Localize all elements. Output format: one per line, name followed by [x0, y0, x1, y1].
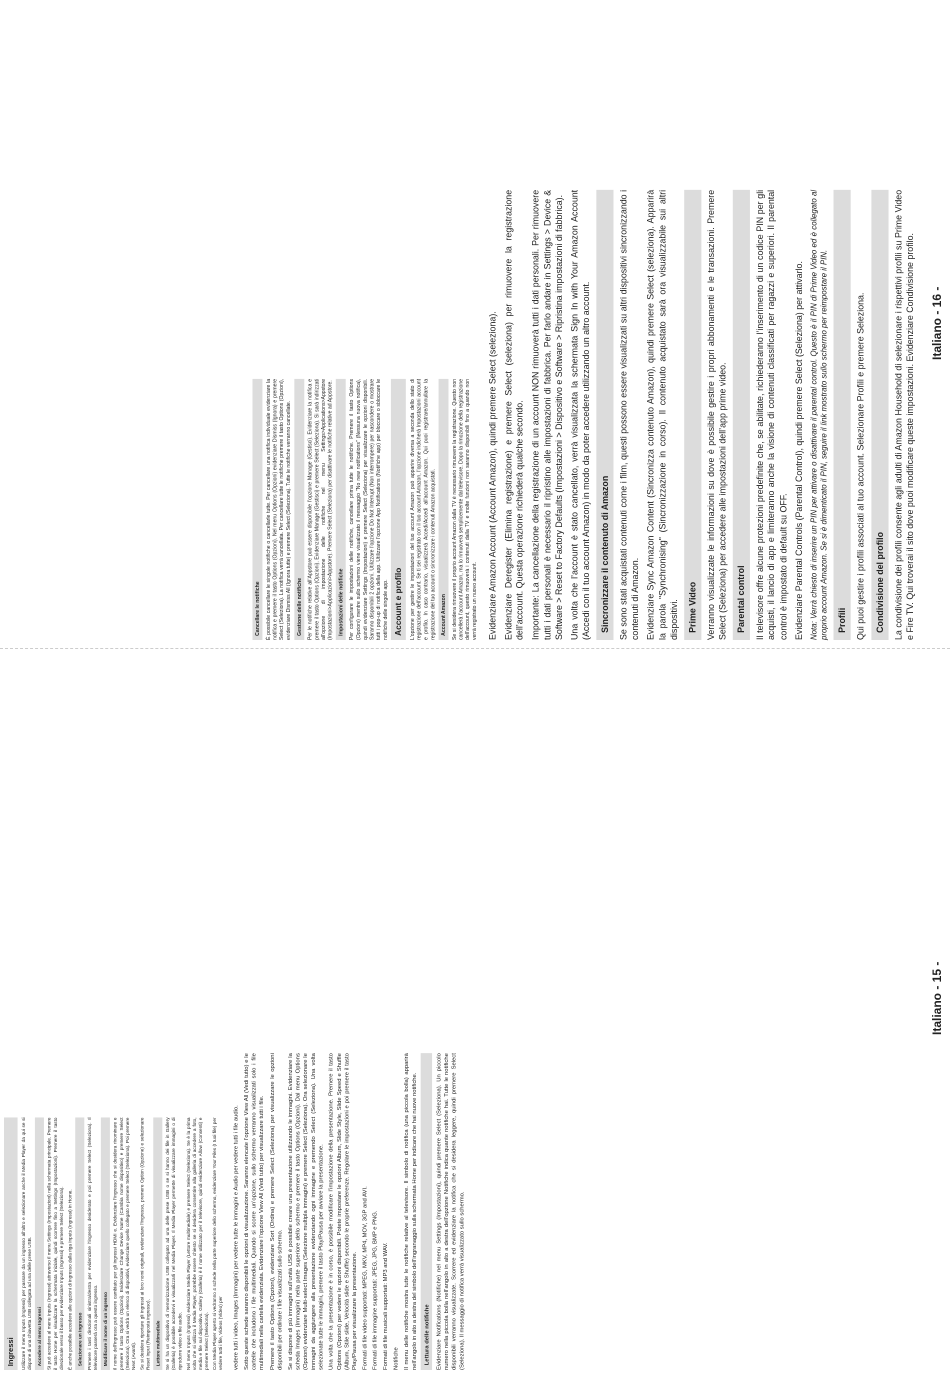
section-heading: Ingressi — [4, 1117, 18, 1370]
body-paragraph: Verranno visualizzate le informazioni su dove è possibile gestire i propri abbonamenti e le transazioni. Premere Select (Seleziona) per accedere alle impostazioni dell’app prime video. — [706, 189, 728, 640]
page-number-right: Italiano - 16 - — [930, 286, 944, 360]
subsection-heading: Lettura delle notifiche — [421, 1053, 432, 1370]
body-paragraph: Evidenziare Parental Controls (Parental Control), quindi premere Select (Seleziona) per attivarlo. — [793, 261, 804, 640]
subsection-heading: Account Amazon — [438, 379, 448, 640]
body-paragraph: Il nome dell’ingresso può essere cambiato per gli ingressi HDMI e. Evidenziare l’ingresso che si desidera rinominare e premere il tasto Options (Opzioni). Evidenziare Change Device Name (Cambia nome dispositivo) e premere Select (Seleziona). Ora si vedrà un elenco di dispositivi, evidenziare quello collegato e premere Select (Seleziona). Poi premere Next (Avanti). — [112, 1117, 137, 1370]
left-page-column-bottom — [4, 1117, 226, 1370]
subsection-heading: Gestione delle notifiche — [294, 379, 304, 640]
right-page-column-bottom — [250, 379, 480, 640]
body-paragraph: Formati di file video supportati: MPEG, MKV, MP4, MOV, 3GP and AVI. — [361, 1186, 368, 1370]
subsection-heading: Selezionare un ingresso — [75, 1117, 84, 1370]
subsection-heading: Condivisione del profilo — [871, 190, 888, 640]
body-paragraph: Notifiche — [392, 1347, 400, 1370]
subsection-heading: Impostazioni delle notifiche — [336, 379, 346, 640]
body-paragraph: Sotto queste schede saranno disponibili le opzioni di visualizzazione. Saranno elencate l’opzione View All (Vedi tutto) e le cartelle che includono i file multimediali. Quando si scorre un’opzione, sullo schermo verranno visualizzati solo i file multimediali nella cartella evidenziata. Evidenziare l’opzione View All (Vedi tutto) per visualizzare tutti i file. — [242, 1053, 265, 1370]
body-paragraph: Il menu delle notifiche mostra tutte le notifiche relative al televisore. Il simbolo di notifica (una piccola bolla) apparirà nell’angolo in alto a destra del simbolo dell’ingranaggio sulla schermata Home per indicare che hai nuove notifiche. — [402, 1053, 418, 1370]
body-paragraph: Il televisore offre alcune protezioni predefinite che, se abilitate, richiederanno l’inserimento di un codice PIN per gli acquisti, il lancio di app e limiteranno anche la visione di contenuti classificati per ragazzi e superiori. Il parental control è impostato di default su OFF. — [755, 189, 789, 640]
body-paragraph: Evidenziare Notifications (Notifiche) nel menu Settings (Impostazioni), quindi premere Select (Seleziona). Un piccolo numero nella piccola bolla nell’angolo in alto a destra dell’opzione Notifiche indica quante notifiche hai. Tutte le notifiche disponibili verranno visualizzate. Scorrere ed evidenziare la notifica che si desidera leggere, quindi premere Select (Seleziona). Il messaggio di notifica verrà visualizzato sullo schermo. — [435, 1053, 465, 1370]
body-paragraph: Formati di file musicali supportati: MP3 and WAV. — [381, 1242, 389, 1370]
subsection-heading: Accedere al menu Ingressi — [35, 1117, 44, 1370]
body-paragraph: Se si ha un dispositivo di memorizzazione USB collegato ad una delle prese USB o se si hanno dei file in Gallery (Galleria) è possibile accedervi e visualizzarli nel Media Player. Il Media Player permette di visualizzare immagini o di riprodurre video e file audio. — [165, 1117, 183, 1370]
body-paragraph: L’opzione per gestire le impostazioni del tuo account Amazon può apparire diversa a seconda dello stato di registrazione dell’account. Se ti sei registrato con il tuo account Amazon, l’opzione indicherà Impostazioni account e profilo. In caso contrario, visualizzerà Accedi/Accedi all’account Amazon. Qui puoi registrare/annullare la registrazione del tuo account o sincronizzare i contenuti Amazon acquistati. — [409, 378, 436, 640]
body-paragraph: Formati di file immagine supportati: JPEG, JPG, BMP e PNG. — [371, 1210, 379, 1370]
page-fold-divider — [0, 648, 950, 649]
subsection-heading: Prime Video — [684, 190, 701, 640]
body-paragraph: Si può accedere al menu Inputs (Ingressi) attraverso il menu Settings (Impostazioni) nella schermata principale. Premere il tasto Home per visualizzare la schermata iniziale, quindi scorrere fino a Settings (Impostazioni). Premere il tasto direzionale verso il basso per evidenziare Inputs (Ingressi) e premere Select (Seleziona). — [46, 1117, 65, 1370]
body-paragraph: Premere i tasti direzionali sinistra/destra per evidenziare l’ingresso desiderato e poi premere Select (Seleziona). Il televisore passerà ora a questo ingresso. — [86, 1117, 99, 1370]
subsection-heading: Lettore multimediale — [153, 1117, 162, 1370]
body-paragraph: La condivisione dei profili consente agli adulti di Amazon Household di selezionare i rispettivi profili su Prime Video e Fire TV. Qui troverai il sito dove puoi modificare queste impostazioni. Evidenziare Condivisione profilo. — [893, 189, 915, 640]
body-paragraph: Per le notifiche relative all’Appstore può essere disponibile l’opzione Manage (Gestisci). Evidenziare la notifica e premere il tasto Options (Opzioni). Evidenziare Manage (Gestisci) e premere Select (Seleziona). Si sarà indirizzati all’opzione di impostazione delle notifiche nel menu Settings>Applications>Appstore (Impostazioni>Applicazioni>Appstore). Premere Select (Seleziona) per disattivare le notifiche relative ad Appstore. — [307, 378, 333, 640]
body-paragraph: Una volta che la presentazione è in corso, è possibile modificare l’impostazione della presentazione. Premere il tasto Options (Opzioni) per vedere le opzioni disponibili. Potete impostare le opzioni Album, Slide Style, Slide Speed e Shuffle (Album, Stile slide, Velocità slide e Shuffle) secondo le proprie preferenze. Regolare le impostazioni e poi premere il tasto Play/Pausa per visualizzare la presentazione. — [327, 1053, 358, 1370]
body-paragraph: Evidenziare Deregister (Elimina registrazione) e premere Select (seleziona) per rimuovere la registrazione dell’account. Questa operazione richiederà qualche secondo. — [503, 189, 526, 640]
section-heading: Account e profilo — [391, 379, 406, 640]
body-paragraph: Con Media Player aperto si vedranno 4 schede nella parte superiore dello schermo, evidenziare Your Files (I tuoi file) per vedere tutti i file, Videos (Video) per — [212, 1117, 224, 1370]
page-number-left: Italiano - 15 - — [930, 961, 944, 1035]
body-paragraph: Una volta che l’account è stato cancellato, verrà visualizzata la schermata Sign In with Your Amazon Account (Accedi con il tuo account Amazon) in modo da poter accedere utilizzando un altro account. — [569, 189, 592, 640]
body-paragraph: Utilizzare il menu Inputs (Ingressi) per passare da un ingresso all’altro e selezionare anche il Media Player da qui se si dispone di una chiavetta USB collegata ad una delle prese USB. — [20, 1117, 33, 1370]
body-paragraph: Nel menu Inputs (Ingressi) evidenziare Media Player (Lettore multimediale) e premere Select (Seleziona). Se è la prima volta che si utilizza il Media Player, potrebbe essere chiesto se si desidera consentire alla galleria di accedere a foto, media e file sul dispositivo. Gallery (Galleria) è il nome utilizzato per il televisore, quindi evidenziare Allow (Consenti) e premere Select (Seleziona). — [185, 1117, 210, 1370]
subsection-heading: Parental control — [733, 190, 750, 640]
body-paragraph: Importante: La cancellazione della registrazione di un account NON rimuoverà tutti i dati personali. Per rimuovere tutti i dati personali è necessario il ripristino alle impostazioni di fabbrica. Per farlo andare in Settings > Device & Software > Reset to Factory Defaults (Impostazioni > Dispositivo e Software > Ripristina impostazioni di fabbrica). — [530, 189, 564, 640]
body-paragraph: vedere tutti i video, Images (Immagini) per vedere tutte le immagini e Audio per vedere tutti i file audio. — [232, 1105, 240, 1370]
right-page-column-top — [487, 190, 920, 640]
subsection-heading: Sincronizzare il contenuto di Amazon — [596, 190, 613, 640]
subsection-heading: Profili — [834, 190, 851, 640]
note-paragraph: Nota: Verrà chiesto di inserire un PIN per attivare o disattivare il parental control. Questo è il PIN di Prime Video ed è collegato al proprio account Amazon. Se si è dimenticato il PIN, seguire il link mostrato sullo schermo per reimpostare il PIN. — [809, 189, 829, 640]
subsection-heading: Cancellare le notifiche — [252, 379, 262, 640]
left-page-column-top — [232, 1053, 468, 1370]
body-paragraph: Qui puoi gestire i profili associati al tuo account. Selezionare Profili e premere Seleziona. — [856, 292, 867, 640]
body-paragraph: Se si desidera rimuovere il proprio account Amazon dalla TV è necessario rimuovere la registrazione. Questo non cancellerà l’account Amazon, ma lo rimuoverà semplicemente dal televisore. Dopo la rimozione della registrazione dell’account, questo rimuoverà i contenuti dalla TV e molte funzioni non saranno disponibili fino a quando non verrà registrato un nuovo account. — [451, 378, 478, 640]
body-paragraph: Evidenziare Sync Amazon Content (Sincronizza contenuto Amazon), quindi premere Select (seleziona). Apparirà la parola "Synchronising" (Sincronizzazione in corso). Il contenuto acquistato sarà ora visualizzabile sui altri dispositivi. — [645, 189, 679, 640]
body-paragraph: È anche possibile accedere alle opzioni di ingresso dalla riga Inputs (Ingressi) in Home. — [67, 1189, 73, 1370]
body-paragraph: Se si dispone di più immagini sull’unità USB è possibile creare una presentazione utilizzando le immagini. Evidenziare la scheda Images (Immagini) nella parte superiore dello schermo e premere il tasto Options (Opzioni). Dal menu Options (Opzioni) evidenziare Multi-select Images (Selezione multipla immagini) e premere Select (Seleziona). Ora selezionare le immagini da aggiungere alla presentazione evidenziando ogni immagine e premendo Select (Seleziona). Una volta selezionate tutte le immagini, premere il tasto Play/Pausa per avviare la presentazione. — [286, 1053, 324, 1370]
body-paragraph: Se si desidera riportare gli ingressi ai loro nomi originali, evidenziare l’ingresso, premere Option (Opzione) e selezionare Reset Input (Reimposta ingresso). — [139, 1117, 151, 1370]
body-paragraph: Per configurare le impostazioni delle notifiche, cancellare prima tutte le notifiche. Premere il tasto Options (Opzioni) mentre sullo schermo viene visualizzato il messaggio "No new notifications" (Nessuna nuova notifica), quindi evidenziare Settings (Impostazioni) e premere Select (Seleziona) per visualizzare le opzioni disponibili. Saranno disponibili 2 opzioni. Utilizzare l’opzione Do Not Interrupt (Non interrompere) per nascondere o mostrare tutti i pop-up di notifica della app. Utilizzare l’opzione App Notifications (Notifiche app) per bloccare o sbloccare le notifiche delle singole app. — [348, 378, 388, 640]
body-paragraph: Se sono stati acquistati contenuti come i film, questi possono essere visualizzati su altri dispositivi sincronizzando i contenuti di Amazon. — [618, 189, 641, 640]
subsection-heading: Modificare il nome di un ingresso — [101, 1117, 110, 1370]
body-paragraph: Evidenziare Amazon Account (Account Amazon), quindi premere Select (seleziona). — [487, 311, 498, 640]
body-paragraph: Premere il tasto Options (Opzioni), evidenziare Sort (Ordina) e premere Select (Seleziona) per visualizzare le opzioni disponibili per ordinare i file visualizzati sullo schermo. — [268, 1053, 283, 1370]
body-paragraph: È possibile cancellare le singole notifiche o cancellarle tutte. Per cancellare una notifica individuale evidenziare la notifica e premere il tasto Options (Opzioni). Nel menu Options (Opzioni) evidenziare Dismiss (Ignora) e premere Select (Seleziona). La notifica verrà cancellata. Per cancellare tutte le notifiche premere il tasto Options (Opzioni), evidenziare Dismiss All (Ignora tutte) e premere Select (Seleziona). Tutte le notifiche verranno cancellate. — [265, 378, 292, 640]
